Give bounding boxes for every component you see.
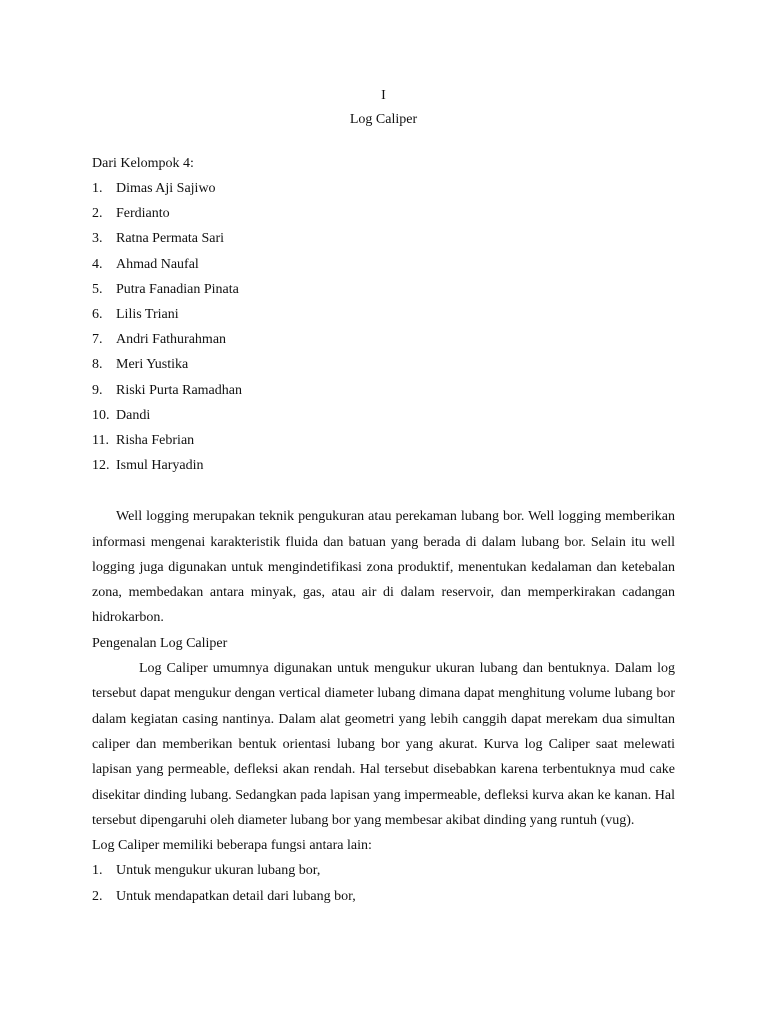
member-number: 12.	[92, 458, 110, 474]
member-item	[92, 252, 675, 277]
chapter-title: Log Caliper	[349, 112, 418, 127]
function-number: 2.	[92, 888, 103, 904]
member-number: 11.	[92, 432, 109, 448]
chapter-number: I	[381, 88, 386, 103]
caliper-paragraph: Log Caliper umumnya digunakan untuk mengukur ukuran lubang dan bentuknya. Dalam log tersebut dapat mengukur dengan vertical diameter lubang dimana dapat menghitung volume lubang bor dalam kegiatan casing nantinya. Dalam alat geometri yang lebih canggih dapat merekam dua simultan caliper dan memberikan bentuk orientasi lubang bor yang akurat. Kurva log Caliper saat melewati lapisan yang permeable, defleksi akan rendah. Hal tersebut disebabkan karena terbentuknya mud cake disekitar dinding lubang. Sedangkan pada lapisan yang impermeable, defleksi kurva akan ke kanan. Hal tersebut dipengaruhi oleh diameter lubang bor yang membesar akibat dinding yang runtuh (vug).	[92, 661, 675, 828]
member-list	[92, 176, 675, 478]
member-number: 1.	[92, 181, 103, 196]
function-item	[92, 858, 675, 883]
member-number: 4.	[92, 256, 103, 272]
member-name: Ferdianto	[116, 206, 170, 222]
member-number: 2.	[92, 206, 103, 222]
functions-list	[92, 858, 675, 909]
member-name: Dandi	[116, 407, 151, 423]
member-item	[92, 352, 675, 377]
member-name: Andri Fathurahman	[116, 332, 227, 348]
member-item	[92, 201, 675, 226]
intro-paragraph: Well logging merupakan teknik pengukuran atau perekaman lubang bor. Well logging memberikan informasi mengenai karakteristik fluida dan batuan yang berada di dalam lubang bor. Selain itu well logging juga digunakan untuk mengindetifikasi zona produktif, menentukan kedalaman dan ketebalan zona, membedakan antara minyak, gas, atau air di dalam reservoir, dan memperkirakan cadangan hidrokarbon.	[92, 509, 675, 626]
member-item	[92, 176, 675, 201]
member-item	[92, 428, 675, 453]
member-name: Lilis Triani	[116, 306, 179, 322]
member-name: Putra Fanadian Pinata	[116, 281, 239, 297]
member-name: Meri Yustika	[116, 357, 189, 373]
member-item	[92, 453, 675, 478]
member-number: 3.	[92, 231, 103, 247]
function-text: Untuk mendapatkan detail dari lubang bor,	[116, 888, 356, 904]
member-item	[92, 277, 675, 302]
functions-label: Log Caliper memiliki beberapa fungsi antara lain:	[92, 838, 372, 854]
function-item	[92, 884, 675, 909]
member-number: 8.	[92, 357, 103, 373]
member-name: Riski Purta Ramadhan	[116, 382, 242, 398]
group-label: Dari Kelompok 4:	[92, 156, 194, 171]
member-item	[92, 302, 675, 327]
member-number: 9.	[92, 382, 103, 398]
member-number: 10.	[92, 407, 110, 423]
member-name: Ratna Permata Sari	[116, 231, 225, 247]
function-number: 1.	[92, 863, 103, 879]
member-name: Dimas Aji Sajiwo	[116, 181, 216, 196]
member-item	[92, 403, 675, 428]
member-number: 7.	[92, 332, 103, 348]
section-heading: Pengenalan Log Caliper	[92, 635, 228, 651]
member-item	[92, 226, 675, 251]
member-item	[92, 378, 675, 403]
member-number: 5.	[92, 281, 103, 297]
function-text: Untuk mengukur ukuran lubang bor,	[116, 863, 321, 879]
member-name: Ismul Haryadin	[116, 458, 204, 474]
member-name: Ahmad Naufal	[116, 256, 199, 272]
member-item	[92, 327, 675, 352]
member-name: Risha Febrian	[116, 432, 195, 448]
member-number: 6.	[92, 306, 103, 322]
